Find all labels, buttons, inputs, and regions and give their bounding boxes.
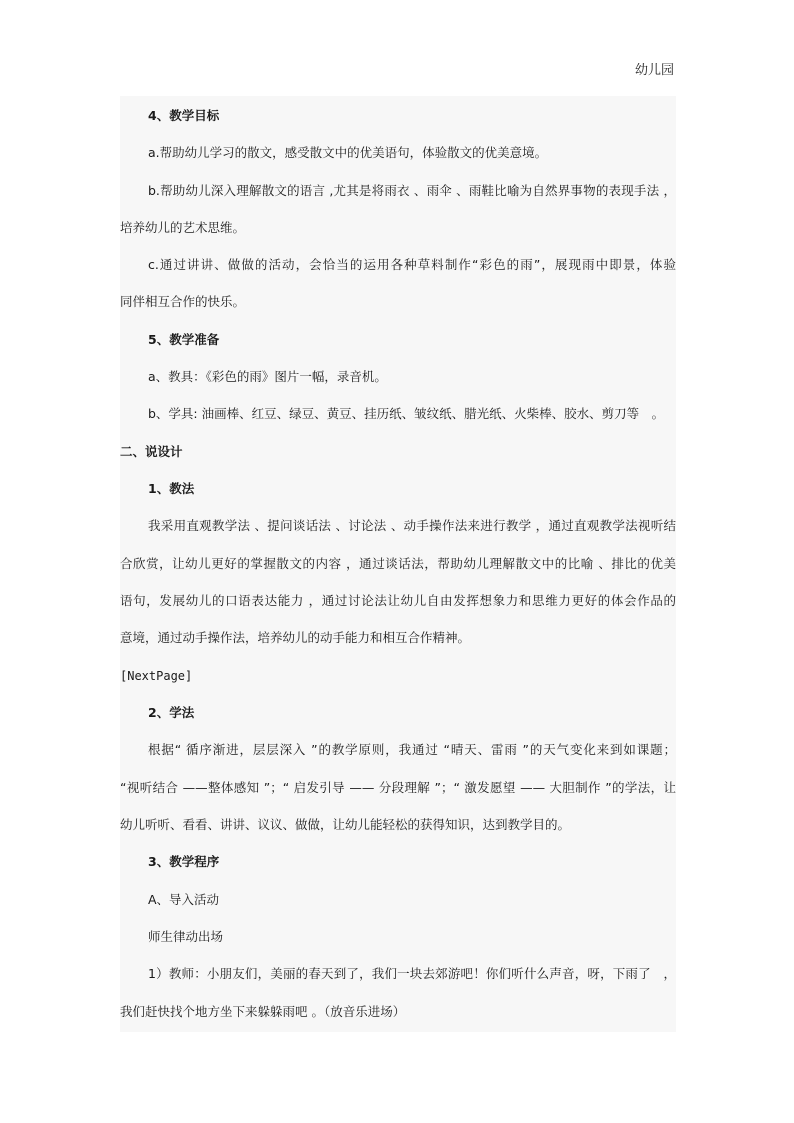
goal-c-line1: c.通过讲讲、做做的活动，会恰当的运用各种草料制作“彩色的雨”，展现雨中即景，体验 [148, 257, 676, 272]
method-para-line2: 合欣赏，让幼儿更好的掌握散文的内容 ，通过谈话法，帮助幼儿理解散文中的比喻 、排比的优美 [120, 556, 676, 571]
heading-teaching-prep: 5、教学准备 [148, 332, 220, 347]
document-body [120, 96, 676, 1032]
learning-para-line3: 幼儿听听、看看、讲讲、议议、做做，让幼儿能轻松的获得知识，达到教学目的。 [120, 817, 571, 832]
prep-a: a、教具：《彩色的雨》图片一幅，录音机。 [148, 369, 387, 384]
heading-design: 二、说设计 [120, 444, 183, 459]
heading-learning-method: 2、学法 [148, 705, 195, 720]
learning-para-line2: “视听结合 ——整体感知 ”；“ 启发引导 —— 分段理解 ”；“ 激发愿望 —— 大胆制作 ”的学法，让 [120, 780, 676, 795]
method-para-line4: 意境，通过动手操作法，培养幼儿的动手能力和相互合作精神。 [120, 630, 471, 645]
heading-teaching-procedure: 3、教学程序 [148, 854, 220, 869]
goal-b-line2: 培养幼儿的艺术思维。 [120, 220, 246, 235]
method-para-line3: 语句，发展幼儿的口语表达能力 ，通过讨论法让幼儿自由发挥想象力和思维力更好的体会作品的 [120, 593, 676, 608]
procedure-a: A、导入活动 [148, 892, 220, 907]
goal-b-line1: b.帮助幼儿深入理解散文的语言 ,尤其是将雨衣 、雨伞 、雨鞋比喻为自然界事物的表现手法 ， [148, 183, 676, 198]
goal-a: a.帮助幼儿学习的散文，感受散文中的优美语句，体验散文的优美意境。 [148, 145, 548, 160]
goal-c-line2: 同伴相互合作的快乐。 [120, 294, 246, 309]
procedure-step1-line2: 我们赶快找个地方坐下来躲躲雨吧 。（放音乐进场） [120, 1004, 406, 1019]
page-header: 幼儿园 [634, 63, 674, 78]
next-page-marker: [NextPage] [120, 669, 193, 683]
procedure-entrance: 师生律动出场 [148, 929, 224, 944]
heading-teaching-goals: 4、教学目标 [148, 108, 220, 123]
procedure-step1-line1: 1）教师：小朋友们，美丽的春天到了，我们一块去郊游吧！你们听什么声音，呀，下雨了 ， [148, 966, 676, 981]
heading-teaching-method: 1、教法 [148, 481, 195, 496]
method-para-line1: 我采用直观教学法 、提问谈话法 、讨论法 、动手操作法来进行教学 ，通过直观教学法视听结 [148, 518, 676, 533]
prep-b: b、学具: 油画棒、红豆、绿豆、黄豆、挂历纸、皱纹纸、腊光纸、火柴棒、胶水、剪刀等 。 [148, 406, 665, 421]
learning-para-line1: 根据“ 循序渐进，层层深入 ”的教学原则，我通过 “晴天、雷雨 ”的天气变化来到如课题； [148, 742, 676, 757]
